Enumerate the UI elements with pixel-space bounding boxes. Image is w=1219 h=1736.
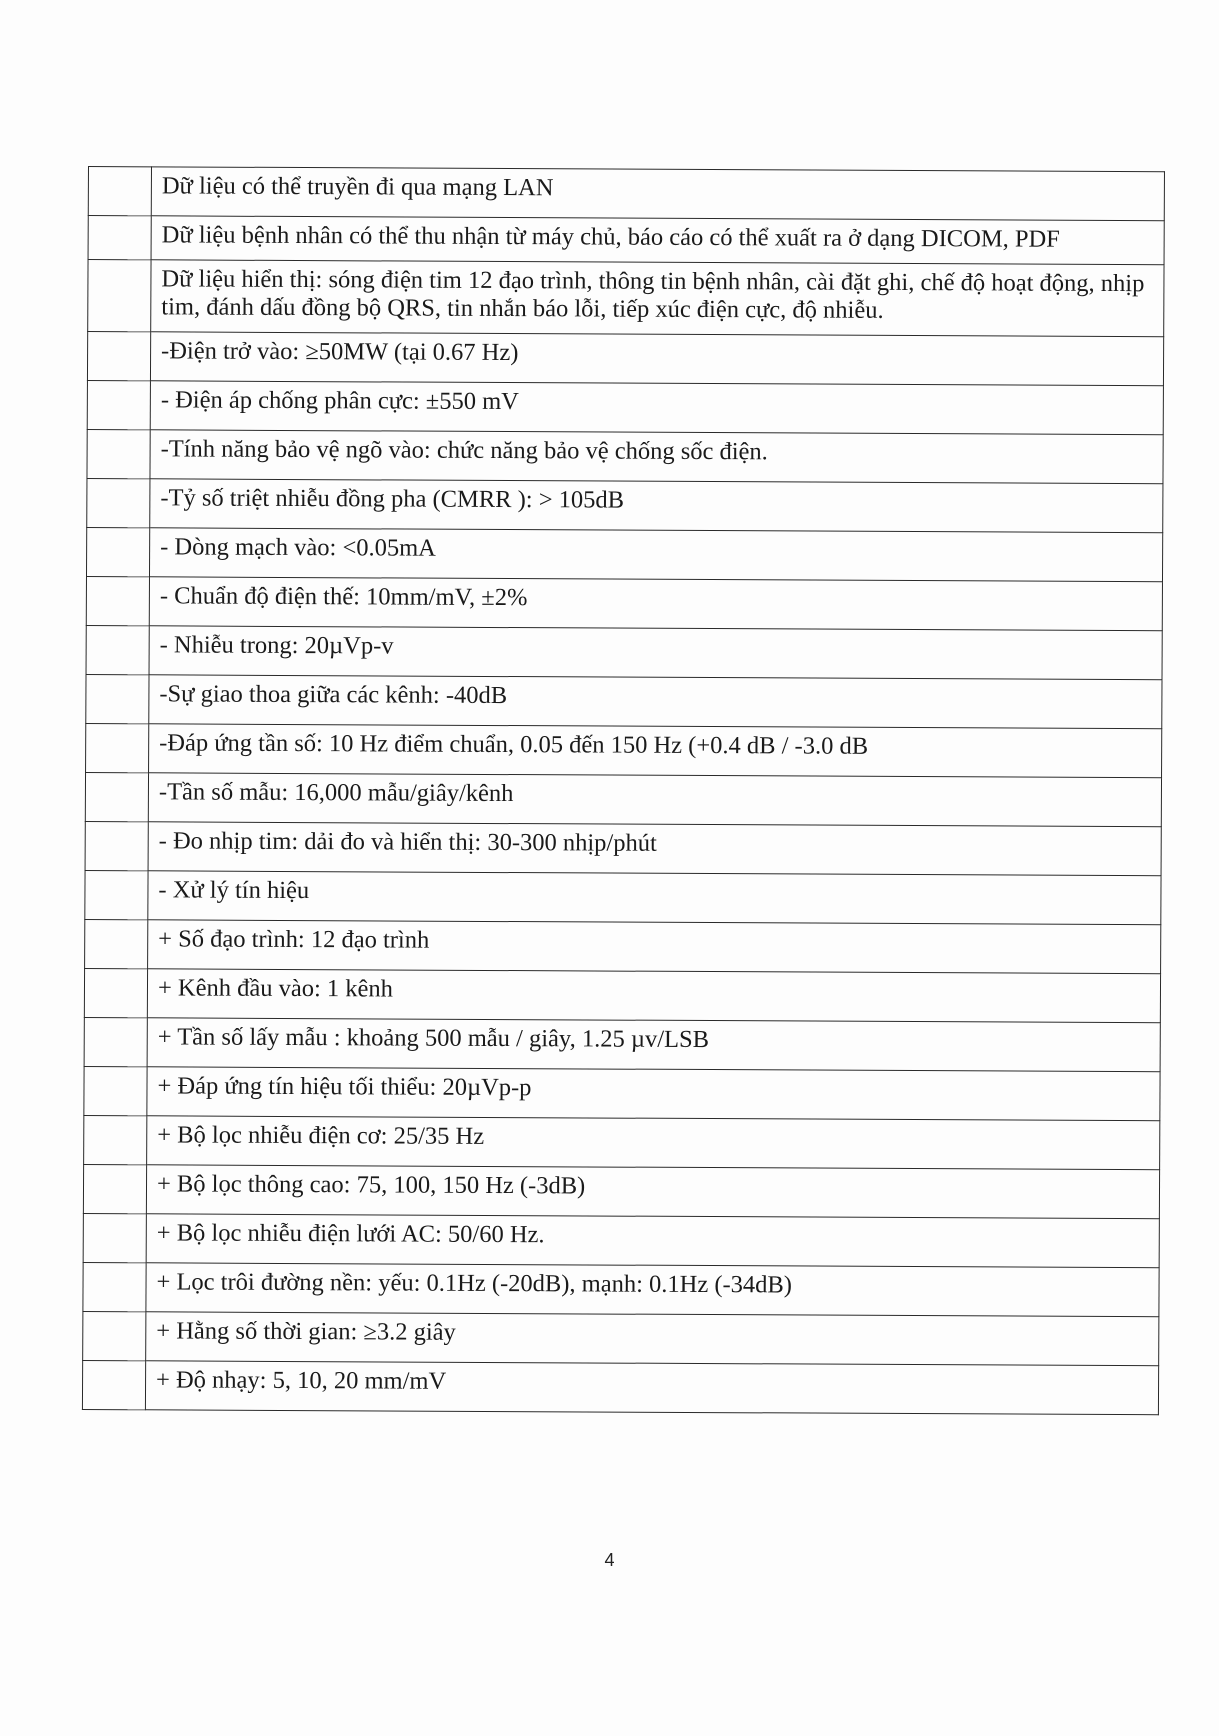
blank-cell — [83, 1262, 146, 1311]
table-row — [85, 919, 1161, 973]
blank-cell — [85, 821, 148, 870]
blank-cell — [83, 1213, 146, 1262]
table-row — [85, 870, 1161, 924]
blank-cell — [85, 772, 148, 821]
spec-cell: + Hằng số thời gian: ≥3.2 giây — [146, 1312, 1159, 1366]
blank-cell — [86, 527, 149, 576]
table-row — [88, 260, 1164, 337]
spec-cell: - Điện áp chống phân cực: ±550 mV — [150, 381, 1163, 435]
table-row — [84, 1066, 1160, 1120]
specification-table — [82, 166, 1165, 1415]
table-row — [86, 527, 1162, 581]
spec-cell: -Tần số mẫu: 16,000 mẫu/giây/kênh — [148, 773, 1161, 827]
table-row — [83, 1262, 1159, 1316]
spec-cell: Dữ liệu hiển thị: sóng điện tim 12 đạo trình, thông tin bệnh nhân, cài đặt ghi, chế độ hoạt động, nhịp tim, đánh dấu đồng bộ QRS, tin nhắn báo lỗi, tiếp xúc điện cực, độ nhiễu. — [151, 260, 1164, 337]
blank-cell — [87, 478, 150, 527]
spec-cell: + Số đạo trình: 12 đạo trình — [148, 920, 1161, 974]
blank-cell — [87, 332, 150, 381]
blank-cell — [83, 1164, 146, 1213]
blank-cell — [84, 1115, 147, 1164]
page-number: 4 — [604, 1550, 615, 1570]
blank-cell — [84, 1017, 147, 1066]
table-row — [88, 167, 1164, 221]
blank-cell — [84, 1066, 147, 1115]
table-row — [88, 216, 1164, 265]
blank-cell — [87, 380, 150, 429]
blank-cell — [86, 723, 149, 772]
table-row — [87, 429, 1163, 483]
table-row — [86, 674, 1162, 728]
table-row — [87, 332, 1163, 386]
blank-cell — [88, 216, 151, 260]
spec-cell: - Đo nhịp tim: dải đo và hiển thị: 30-300 nhịp/phút — [148, 822, 1161, 876]
table-row — [85, 821, 1161, 875]
spec-cell: + Bộ lọc nhiễu điện lưới AC: 50/60 Hz. — [146, 1214, 1159, 1268]
spec-cell: - Chuẩn độ điện thế: 10mm/mV, ±2% — [149, 577, 1162, 631]
spec-cell: -Sự giao thoa giữa các kênh: -40dB — [149, 675, 1162, 729]
spec-cell: + Kênh đầu vào: 1 kênh — [147, 969, 1160, 1023]
spec-cell: + Độ nhạy: 5, 10, 20 mm/mV — [145, 1361, 1158, 1415]
spec-cell: - Dòng mạch vào: <0.05mA — [149, 528, 1162, 582]
spec-cell: + Lọc trôi đường nền: yếu: 0.1Hz (-20dB), mạnh: 0.1Hz (-34dB) — [146, 1263, 1159, 1317]
table-row — [84, 1017, 1160, 1071]
spec-cell: -Điện trở vào: ≥50MW (tại 0.67 Hz) — [150, 332, 1163, 386]
table-row — [87, 380, 1163, 434]
table-row — [86, 576, 1162, 630]
blank-cell — [82, 1360, 145, 1409]
table-row — [87, 478, 1163, 532]
spec-cell: + Đáp ứng tín hiệu tối thiểu: 20µVp-p — [147, 1067, 1160, 1121]
spec-cell: + Bộ lọc thông cao: 75, 100, 150 Hz (-3dB) — [146, 1165, 1159, 1219]
blank-cell — [85, 870, 148, 919]
spec-cell: -Tỷ số triệt nhiễu đồng pha (CMRR ): > 105dB — [150, 479, 1163, 533]
blank-cell — [88, 167, 151, 216]
spec-cell: + Tần số lấy mẫu : khoảng 500 mẫu / giây, 1.25 µv/LSB — [147, 1018, 1160, 1072]
table-row — [84, 968, 1160, 1022]
table-row — [82, 1360, 1158, 1414]
blank-cell — [86, 674, 149, 723]
blank-cell — [86, 625, 149, 674]
table-row — [83, 1164, 1159, 1218]
blank-cell — [87, 429, 150, 478]
blank-cell — [86, 576, 149, 625]
spec-cell: -Tính năng bảo vệ ngõ vào: chức năng bảo vệ chống sốc điện. — [150, 430, 1163, 484]
spec-cell: + Bộ lọc nhiễu điện cơ: 25/35 Hz — [147, 1116, 1160, 1170]
blank-cell — [84, 968, 147, 1017]
table-row — [85, 772, 1161, 826]
blank-cell — [83, 1311, 146, 1360]
spec-cell: -Đáp ứng tần số: 10 Hz điểm chuẩn, 0.05 đến 150 Hz (+0.4 dB / -3.0 dB — [149, 724, 1162, 778]
blank-cell — [88, 260, 151, 332]
table-row — [86, 625, 1162, 679]
table-row — [84, 1115, 1160, 1169]
table-row — [83, 1213, 1159, 1267]
blank-cell — [85, 919, 148, 968]
table-row — [83, 1311, 1159, 1365]
spec-cell: Dữ liệu bệnh nhân có thể thu nhận từ máy chủ, báo cáo có thể xuất ra ở dạng DICOM, PDF — [151, 216, 1164, 265]
spec-cell: - Nhiễu trong: 20µVp-v — [149, 626, 1162, 680]
spec-cell: Dữ liệu có thể truyền đi qua mạng LAN — [151, 167, 1164, 221]
spec-cell: - Xử lý tín hiệu — [148, 871, 1161, 925]
table-row — [86, 723, 1162, 777]
